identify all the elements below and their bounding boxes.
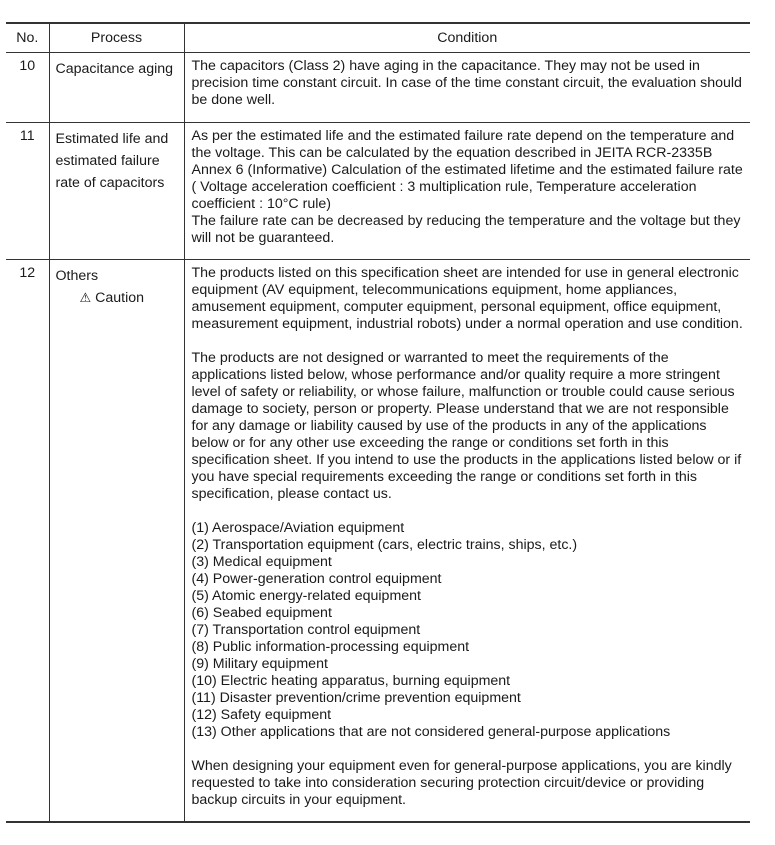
row-no: 12 — [6, 260, 49, 823]
condition-text: When designing your equipment even for general-purpose applications, you are kindly requested to take into consideration securing protection circuit/device or providing backup circuits in your equipment. — [191, 758, 732, 808]
condition-text: The products listed on this specification sheet are intended for use in general electronic equipment (AV equipment, telecommunications equipment, home appliances, amusement equipment, computer equipment, personal equipment, office equipment, measurement equipment, industrial robots) under a normal operation and use condition. — [191, 265, 743, 332]
list-item: (13) Other applications that are not considered general-purpose applications — [191, 724, 671, 740]
list-item: (12) Safety equipment — [191, 707, 332, 723]
table-row — [6, 53, 750, 123]
list-item: (3) Medical equipment — [191, 554, 332, 570]
caution-text: Caution — [95, 290, 145, 306]
condition-text: The products are not designed or warranted to meet the requirements of the applications listed below, whose performance and/or quality require a more stringent level of safety or reliability, or whose failure, malfunction or trouble could cause serious damage to society, person or property. Please understand that we are not responsible for any damage or liability caused by use of the products in any of the applications below or for any other use exceeding the range or conditions set forth in this specification sheet. If you intend to use the products in the applications listed below or if you have special requirements exceeding the range or conditions set forth in this specification, please contact us. — [191, 350, 742, 502]
row-process: Capacitance aging — [49, 53, 184, 123]
caution-label — [56, 287, 178, 309]
list-item: (8) Public information-processing equipment — [191, 639, 470, 655]
header-condition: Condition — [184, 23, 750, 53]
specification-table — [6, 22, 750, 823]
row-condition — [184, 123, 750, 260]
applications-list — [192, 520, 745, 741]
row-condition — [184, 260, 750, 823]
list-item: (11) Disaster prevention/crime prevention equipment — [191, 690, 521, 706]
row-process — [49, 260, 184, 823]
list-item: (6) Seabed equipment — [191, 605, 332, 621]
list-item: (4) Power-generation control equipment — [191, 571, 442, 587]
header-no: No. — [6, 23, 49, 53]
list-item: (1) Aerospace/Aviation equipment — [191, 520, 405, 536]
row-process: Estimated life and estimated failure rate of capacitors — [49, 123, 184, 260]
list-item: (10) Electric heating apparatus, burning equipment — [191, 673, 511, 689]
process-label: Others — [55, 268, 99, 284]
row-condition — [184, 53, 750, 123]
list-item: (9) Military equipment — [191, 656, 328, 672]
list-item: (5) Atomic energy-related equipment — [191, 588, 421, 604]
list-item: (7) Transportation control equipment — [191, 622, 421, 638]
table-header-row — [6, 23, 750, 53]
condition-text: The failure rate can be decreased by reducing the temperature and the voltage but they will not be guaranteed. — [191, 213, 741, 246]
table-row — [6, 123, 750, 260]
row-no: 11 — [6, 123, 49, 260]
table-row — [6, 260, 750, 823]
warning-triangle-icon: ⚠ — [79, 290, 92, 305]
list-item: (2) Transportation equipment (cars, electric trains, ships, etc.) — [191, 537, 578, 553]
row-no: 10 — [6, 53, 49, 123]
condition-text: As per the estimated life and the estimated failure rate depend on the temperature and the voltage. This can be calculated by the equation described in JEITA RCR-2335B Annex 6 (Informative) Calculation of the estimated lifetime and the estimated failure rate ( Voltage acceleration coefficient : 3 multiplication rule, Temperature acceleration coefficient : 10°C rule) — [191, 128, 743, 212]
condition-text: The capacitors (Class 2) have aging in the capacitance. They may not be used in precision time constant circuit. In case of the time constant circuit, the evaluation should be done well. — [191, 58, 742, 108]
header-process: Process — [49, 23, 184, 53]
